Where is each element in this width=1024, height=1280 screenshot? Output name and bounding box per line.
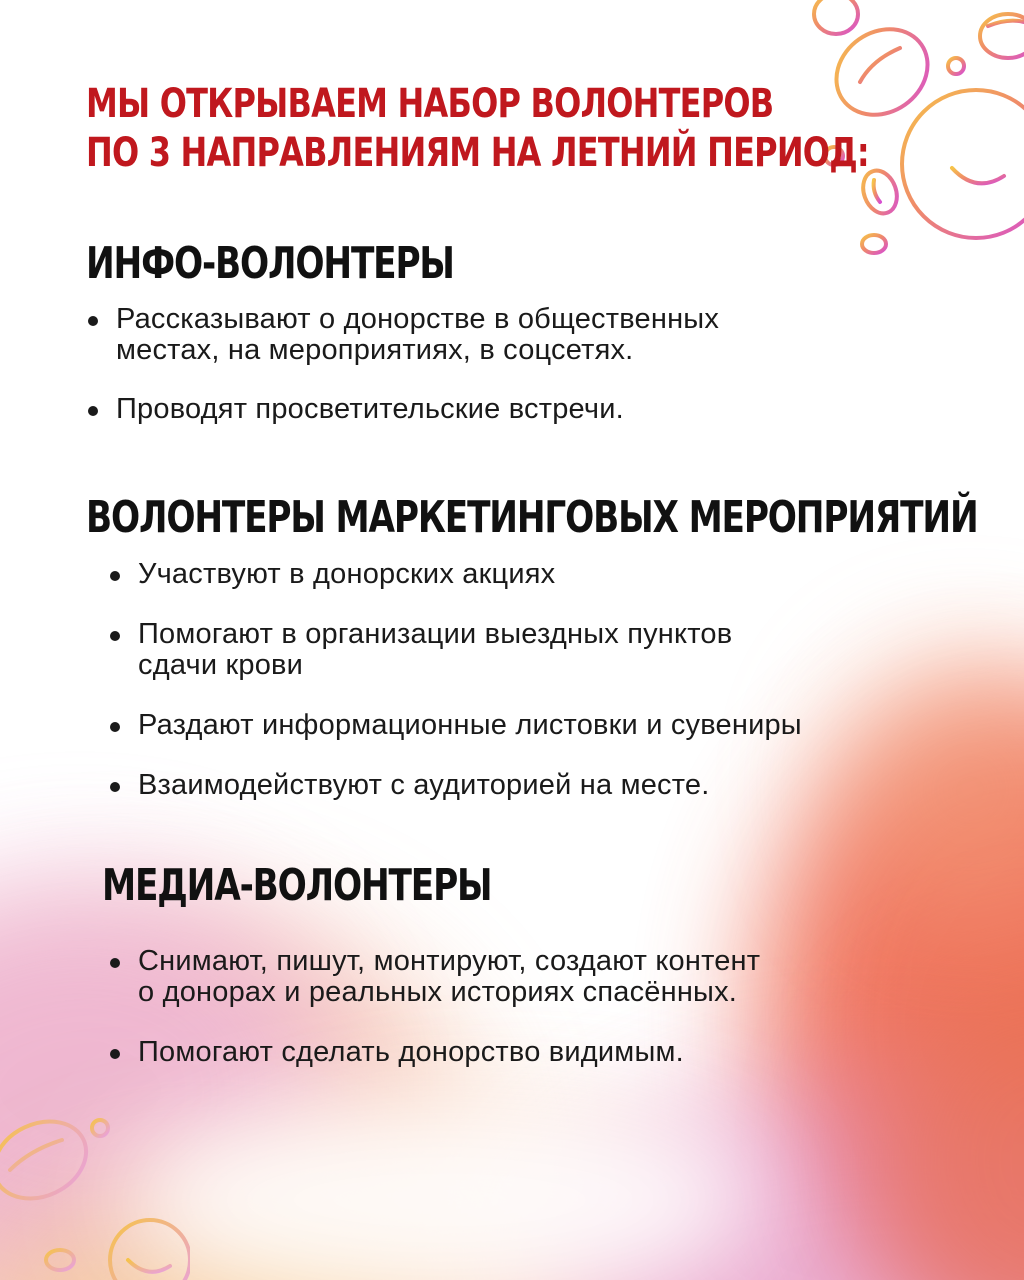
list-item	[108, 710, 802, 741]
list-item	[108, 946, 760, 1008]
list-item	[108, 770, 802, 801]
section-title-media-volunteers: МЕДИА-ВОЛОНТЕРЫ	[102, 860, 492, 911]
list-item-line: местах, на мероприятиях, в соцсетях.	[116, 334, 634, 366]
list-item	[86, 304, 719, 366]
media-volunteers-list	[108, 946, 760, 1068]
list-item-line: сдачи крови	[138, 649, 304, 681]
section-title-marketing-volunteers: ВОЛОНТЕРЫ МАРКЕТИНГОВЫХ МЕРОПРИЯТИЙ	[86, 492, 978, 543]
section-title-info-volunteers: ИНФО-ВОЛОНТЕРЫ	[86, 238, 454, 289]
list-item-line: о донорах и реальных историях спасённых.	[138, 976, 738, 1008]
list-item	[108, 559, 802, 590]
list-item-line: Участвуют в донорских акциях	[138, 558, 556, 590]
list-item-line: Помогают в организации выездных пунктов	[138, 618, 733, 650]
list-item-line: Рассказывают о донорстве в общественных	[116, 303, 720, 335]
page-title-line-1: МЫ ОТКРЫВАЕМ НАБОР ВОЛОНТЕРОВ	[86, 81, 774, 127]
bubbles-decoration-icon	[0, 1110, 190, 1280]
list-item-line: Проводят просветительские встречи.	[116, 393, 624, 425]
list-item	[108, 1037, 760, 1068]
list-item-line: Снимают, пишут, монтируют, создают контент	[138, 945, 761, 977]
list-item-line: Помогают сделать донорство видимым.	[138, 1036, 684, 1068]
list-item-line: Взаимодействуют с аудиторией на месте.	[138, 769, 710, 801]
info-volunteers-list	[86, 304, 719, 425]
list-item-line: Раздают информационные листовки и сувениры	[138, 709, 802, 741]
marketing-volunteers-list	[108, 559, 802, 801]
list-item	[108, 619, 802, 681]
list-item	[86, 394, 719, 425]
page-title	[86, 80, 869, 178]
page-title-line-2: ПО 3 НАПРАВЛЕНИЯМ НА ЛЕТНИЙ ПЕРИОД:	[86, 130, 869, 176]
